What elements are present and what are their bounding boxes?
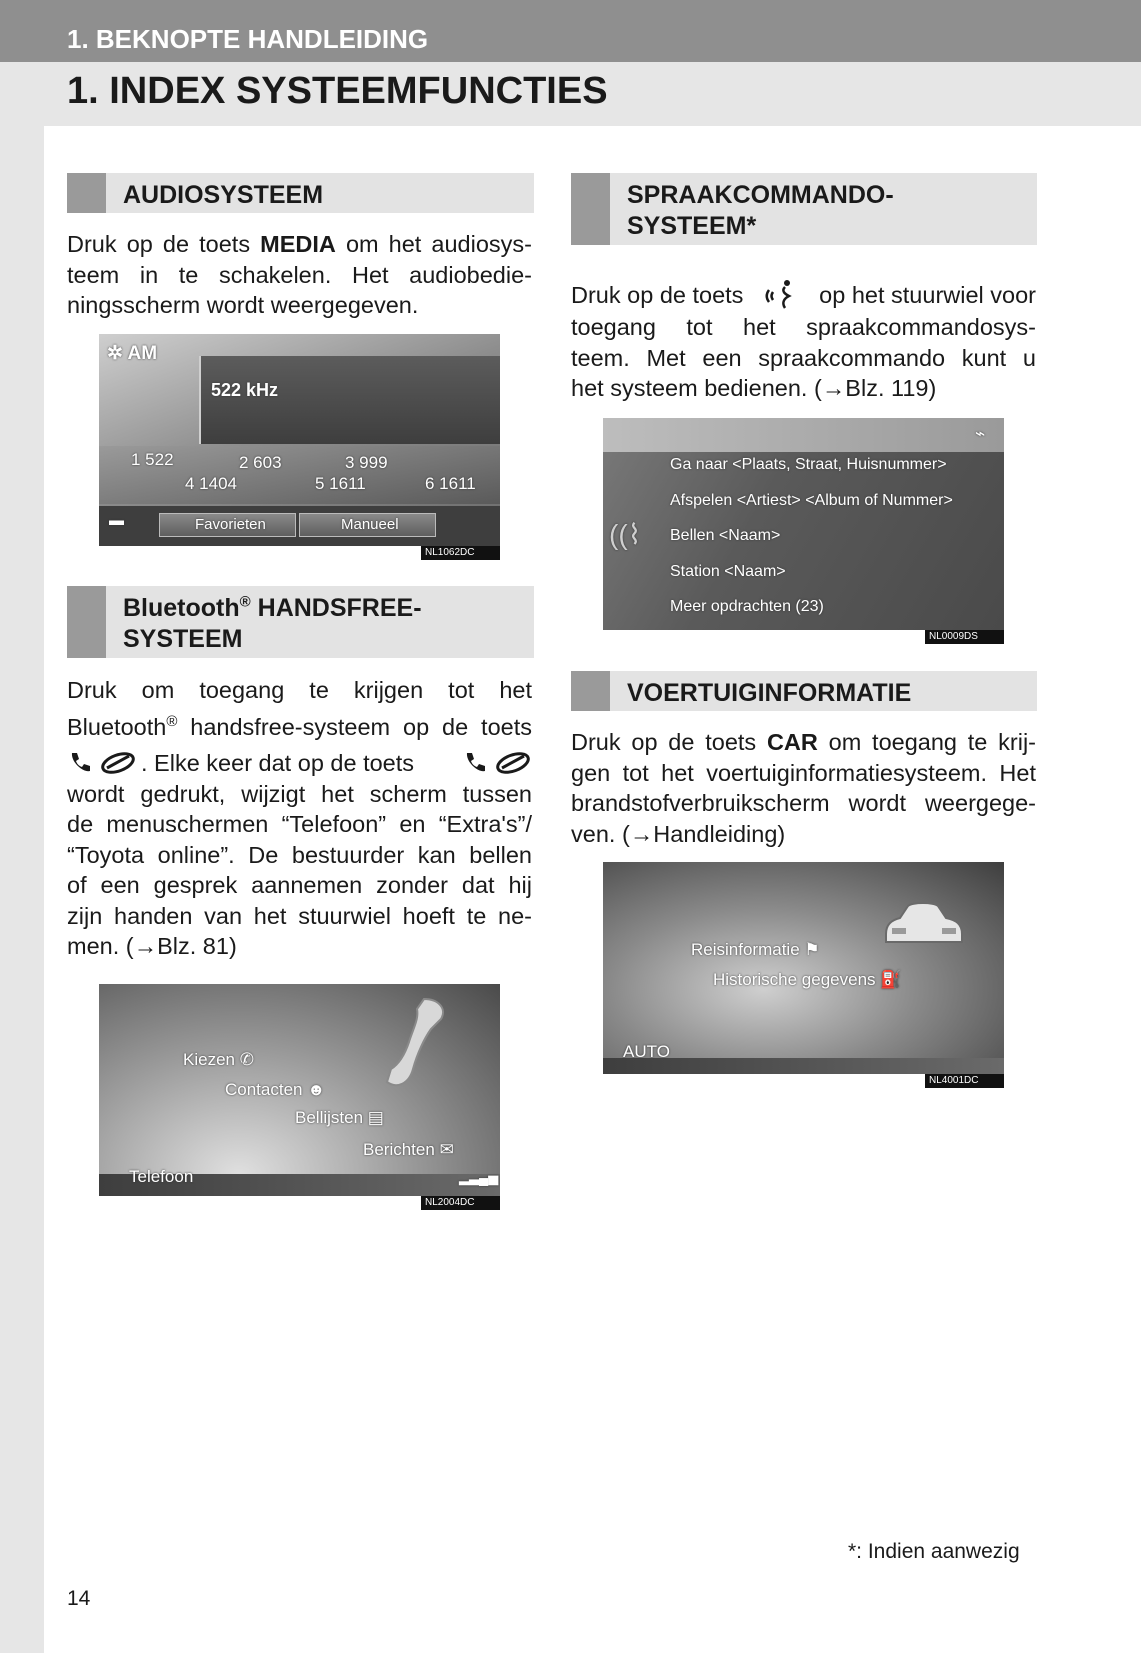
audio-line-1: Druk op de toets MEDIA om het audiosys- xyxy=(67,231,532,257)
page-title: 1. INDEX SYSTEEMFUNCTIES xyxy=(67,70,608,112)
fuel-icon: ⛽ xyxy=(880,970,902,989)
bt-line-6: “Toyota online”. De bestuurder kan bellen xyxy=(67,841,532,868)
preset-2[interactable]: 2 603 xyxy=(239,453,282,472)
voice-top-icon[interactable]: ⌁ xyxy=(975,424,986,443)
phone-button-glyph-2 xyxy=(462,750,532,776)
bt-line-8: zijn handen van het stuurwiel hoeft te ne- xyxy=(67,902,532,929)
vehicle-paragraph xyxy=(571,727,1036,849)
vehicle-heading-label: VOERTUIGINFORMATIE xyxy=(627,679,912,707)
phone-icon xyxy=(67,750,93,776)
bt-line-2: Bluetooth® handsfree-systeem op de toets xyxy=(67,712,532,740)
preset-4[interactable]: 4 1404 xyxy=(185,474,237,493)
voice-line-1: Druk op de toets op het stuurwiel voor xyxy=(571,278,1036,312)
vehicle-screen-title: AUTO xyxy=(623,1042,670,1061)
handset-graphic xyxy=(379,994,449,1094)
phone-button-glyph xyxy=(67,750,137,776)
audio-line-2: teem in te schakelen. Het audiobedie- xyxy=(67,261,532,288)
phone-screen-image xyxy=(99,984,500,1196)
voice-command-1[interactable]: Ga naar <Plaats, Straat, Huisnummer> xyxy=(670,456,947,473)
history-menu-item[interactable]: Historische gegevens ⛽ xyxy=(713,970,902,989)
am-band-label: ✲ AM xyxy=(107,343,158,364)
vehicle-line-4: ven. (→Handleiding) xyxy=(571,820,786,847)
handset-icon: ✆ xyxy=(239,1050,254,1069)
car-graphic xyxy=(878,892,968,952)
audio-line-3: ningsscherm wordt weergegeven. xyxy=(67,292,419,318)
voice-section-heading xyxy=(571,173,1037,245)
preset-5[interactable]: 5 1611 xyxy=(315,474,366,493)
bt-line-7: of een gesprek aannemen zonder dat hij xyxy=(67,872,532,898)
contacts-menu-item[interactable]: Contacten ☻ xyxy=(225,1080,326,1099)
voice-line-4: het systeem bedienen. (→Blz. 119) xyxy=(571,375,937,401)
bt-line-3 xyxy=(67,748,532,779)
footnote: *: Indien aanwezig xyxy=(848,1540,1020,1563)
heading-marker xyxy=(67,586,106,658)
car-icon[interactable]: ▬ xyxy=(109,512,124,529)
signal-icon: ▂▃▄▅ xyxy=(459,1170,499,1185)
calllists-menu-item[interactable]: Bellijsten ▤ xyxy=(295,1108,384,1127)
voice-paragraph xyxy=(571,278,1036,404)
vehicle-line-3: brandstofverbruikscherm wordt weergege- xyxy=(571,790,1036,816)
bt-line-4: wordt gedrukt, wijzigt het scherm tussen xyxy=(67,780,532,807)
voice-command-3[interactable]: Bellen <Naam> xyxy=(670,527,781,544)
audio-heading-label: AUDIOSYSTEEM xyxy=(123,181,324,209)
favorites-button-label: Favorieten xyxy=(195,516,266,533)
phone-screen-title: Telefoon xyxy=(129,1167,194,1186)
talk-icon xyxy=(99,750,137,776)
bluetooth-paragraph xyxy=(67,675,532,962)
bt-line-9: men. (→Blz. 81) xyxy=(67,933,237,959)
vehicle-section-heading xyxy=(571,671,1037,711)
voice-screen-image xyxy=(603,418,1004,630)
talk-icon xyxy=(494,750,532,776)
voice-top-bar xyxy=(603,418,1004,452)
heading-marker xyxy=(571,671,610,711)
antenna-icon: ✲ xyxy=(107,343,123,364)
chapter-title: 1. BEKNOPTE HANDLEIDING xyxy=(67,24,429,54)
heading-marker xyxy=(67,173,106,213)
phone-image-code: NL2004DC xyxy=(421,1196,500,1210)
heading-marker xyxy=(571,173,610,245)
frequency-readout: 522 kHz xyxy=(211,380,279,400)
voice-line-2: toegang tot het spraakcommandosys- xyxy=(571,314,1036,340)
envelope-icon: ✉ xyxy=(439,1140,454,1159)
voice-command-2[interactable]: Afspelen <Artiest> <Album of Nummer> xyxy=(670,492,953,509)
audio-image-code: NL1062DC xyxy=(421,546,500,560)
flag-icon: ⚑ xyxy=(804,940,820,959)
voice-image-code: NL0009DS xyxy=(925,630,1004,644)
voice-command-5[interactable]: Meer opdrachten (23) xyxy=(670,598,824,615)
audio-paragraph xyxy=(67,229,532,321)
voice-heading-label: SPRAAKCOMMANDO- SYSTEEM* xyxy=(627,181,894,240)
vehicle-screen-image xyxy=(603,862,1004,1074)
page-number: 14 xyxy=(67,1587,91,1610)
vehicle-line-2: gen tot het voertuiginformatiesysteem. Het xyxy=(571,759,1036,786)
preset-6[interactable]: 6 1611 xyxy=(425,474,476,493)
messages-menu-item[interactable]: Berichten ✉ xyxy=(363,1140,454,1159)
preset-3[interactable]: 3 999 xyxy=(345,453,388,472)
vehicle-line-1: Druk op de toets CAR om toegang te krij- xyxy=(571,729,1036,755)
preset-1[interactable]: 1 522 xyxy=(131,450,174,469)
bt-line-1: Druk om toegang te krijgen tot het xyxy=(67,677,532,703)
bluetooth-heading-label: Bluetooth® HANDSFREE- SYSTEEM xyxy=(123,593,422,653)
bt-line-3-text: . Elke keer dat op de toets xyxy=(141,750,415,776)
voice-side-graphic: ((⌇ xyxy=(609,519,642,550)
voice-line-3: teem. Met een spraakcommando kunt u xyxy=(571,344,1036,371)
bluetooth-section-heading xyxy=(67,586,534,658)
audio-screen-image xyxy=(99,334,500,546)
talk-switch-icon xyxy=(763,278,799,312)
left-margin-band xyxy=(0,126,44,1653)
trip-info-menu-item[interactable]: Reisinformatie ⚑ xyxy=(691,940,820,959)
dial-menu-item[interactable]: Kiezen ✆ xyxy=(183,1050,254,1069)
phone-icon xyxy=(462,750,488,776)
manual-button-label: Manueel xyxy=(341,516,399,533)
voice-command-4[interactable]: Station <Naam> xyxy=(670,563,786,580)
audio-section-heading xyxy=(67,173,534,213)
vehicle-image-code: NL4001DC xyxy=(925,1074,1004,1088)
contact-icon: ☻ xyxy=(307,1080,326,1099)
bt-line-5: de menuschermen “Telefoon” en “Extra's”/ xyxy=(67,811,532,837)
calllist-icon: ▤ xyxy=(367,1108,384,1127)
